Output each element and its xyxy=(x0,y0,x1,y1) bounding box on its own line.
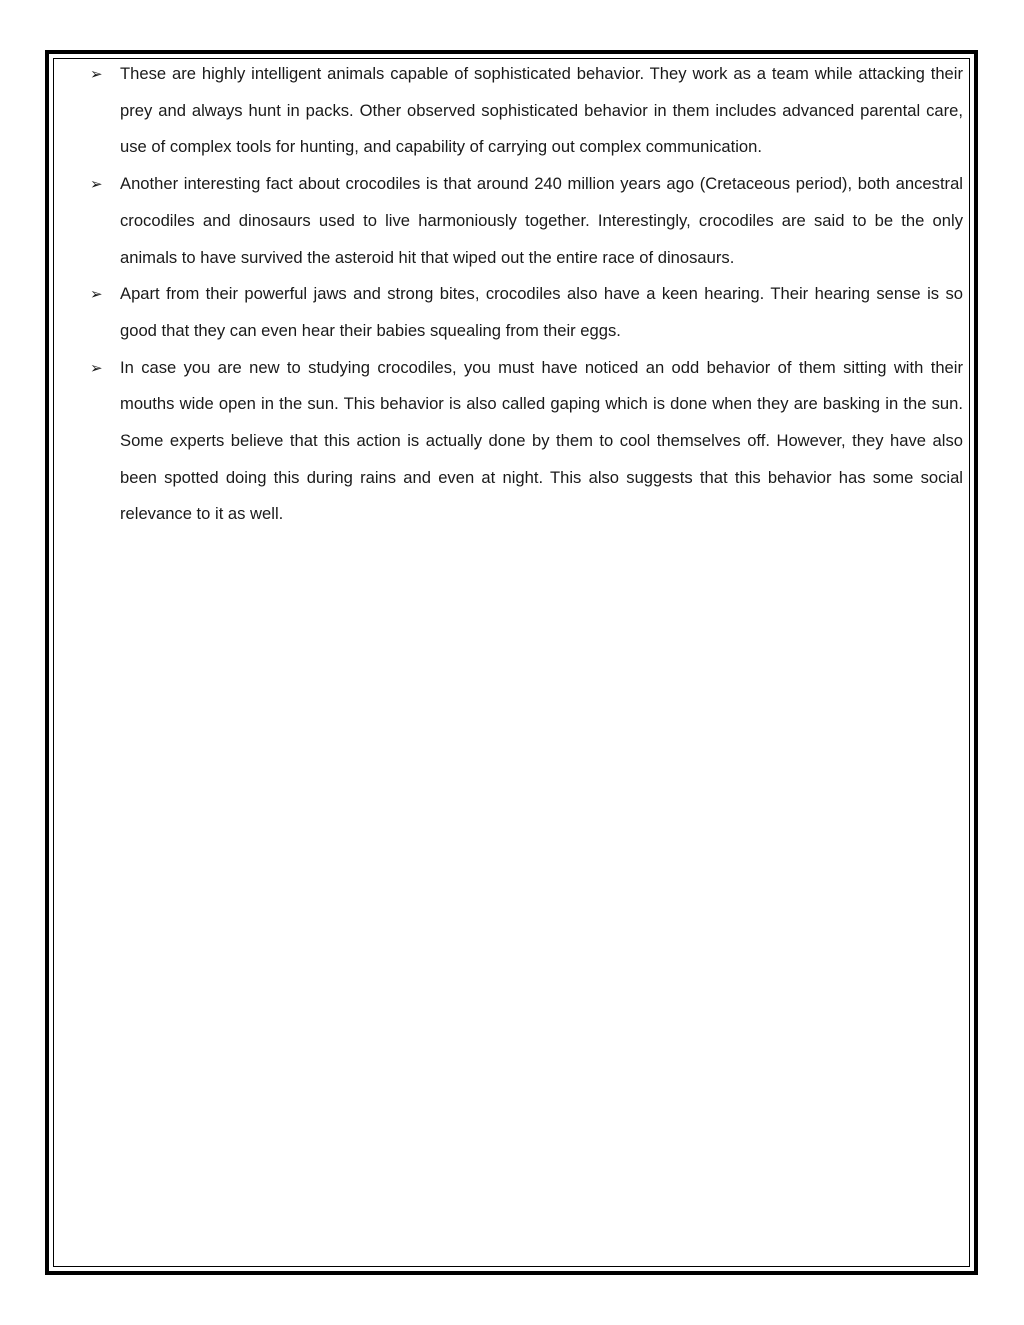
arrow-bullet-icon: ➢ xyxy=(90,65,103,83)
bullet-item-gaping xyxy=(90,350,963,534)
bullet-item-hearing xyxy=(90,276,963,349)
arrow-bullet-icon: ➢ xyxy=(90,285,103,304)
document-body xyxy=(90,56,963,533)
bullet-item-intelligence xyxy=(90,56,963,166)
bullet-text: In case you are new to studying crocodiles, you must have noticed an odd behavior of them sitting with their mouths wide open in the sun. This behavior is also called gaping which is done when they are basking in the sun. Some experts believe that this action is actually done by them to cool themselves off. However, they have also been spotted doing this during rains and even at night. This also suggests that this behavior has some social relevance to it as well. xyxy=(120,357,963,524)
arrow-bullet-icon: ➢ xyxy=(90,175,103,194)
bullet-text: Another interesting fact about crocodiles is that around 240 million years ago (Cretaceous period), both ancestral crocodiles and dinosaurs used to live harmoniously together. Interestingly, crocodiles are said to be the only animals to have survived the asteroid hit that wiped out the entire race of dinosaurs. xyxy=(120,174,963,267)
bullet-text: Apart from their powerful jaws and strong bites, crocodiles also have a keen hearing. Their hearing sense is so good that they can even hear their babies squealing from their eggs. xyxy=(120,284,963,340)
bullet-text: These are highly intelligent animals capable of sophisticated behavior. They work as a team while attacking their prey and always hunt in packs. Other observed sophisticated behavior in them includes advanced parental care, use of complex tools for hunting, and capability of carrying out complex communication. xyxy=(120,64,963,157)
arrow-bullet-icon: ➢ xyxy=(90,358,103,377)
bullet-list xyxy=(90,56,963,533)
bullet-item-history xyxy=(90,166,963,276)
